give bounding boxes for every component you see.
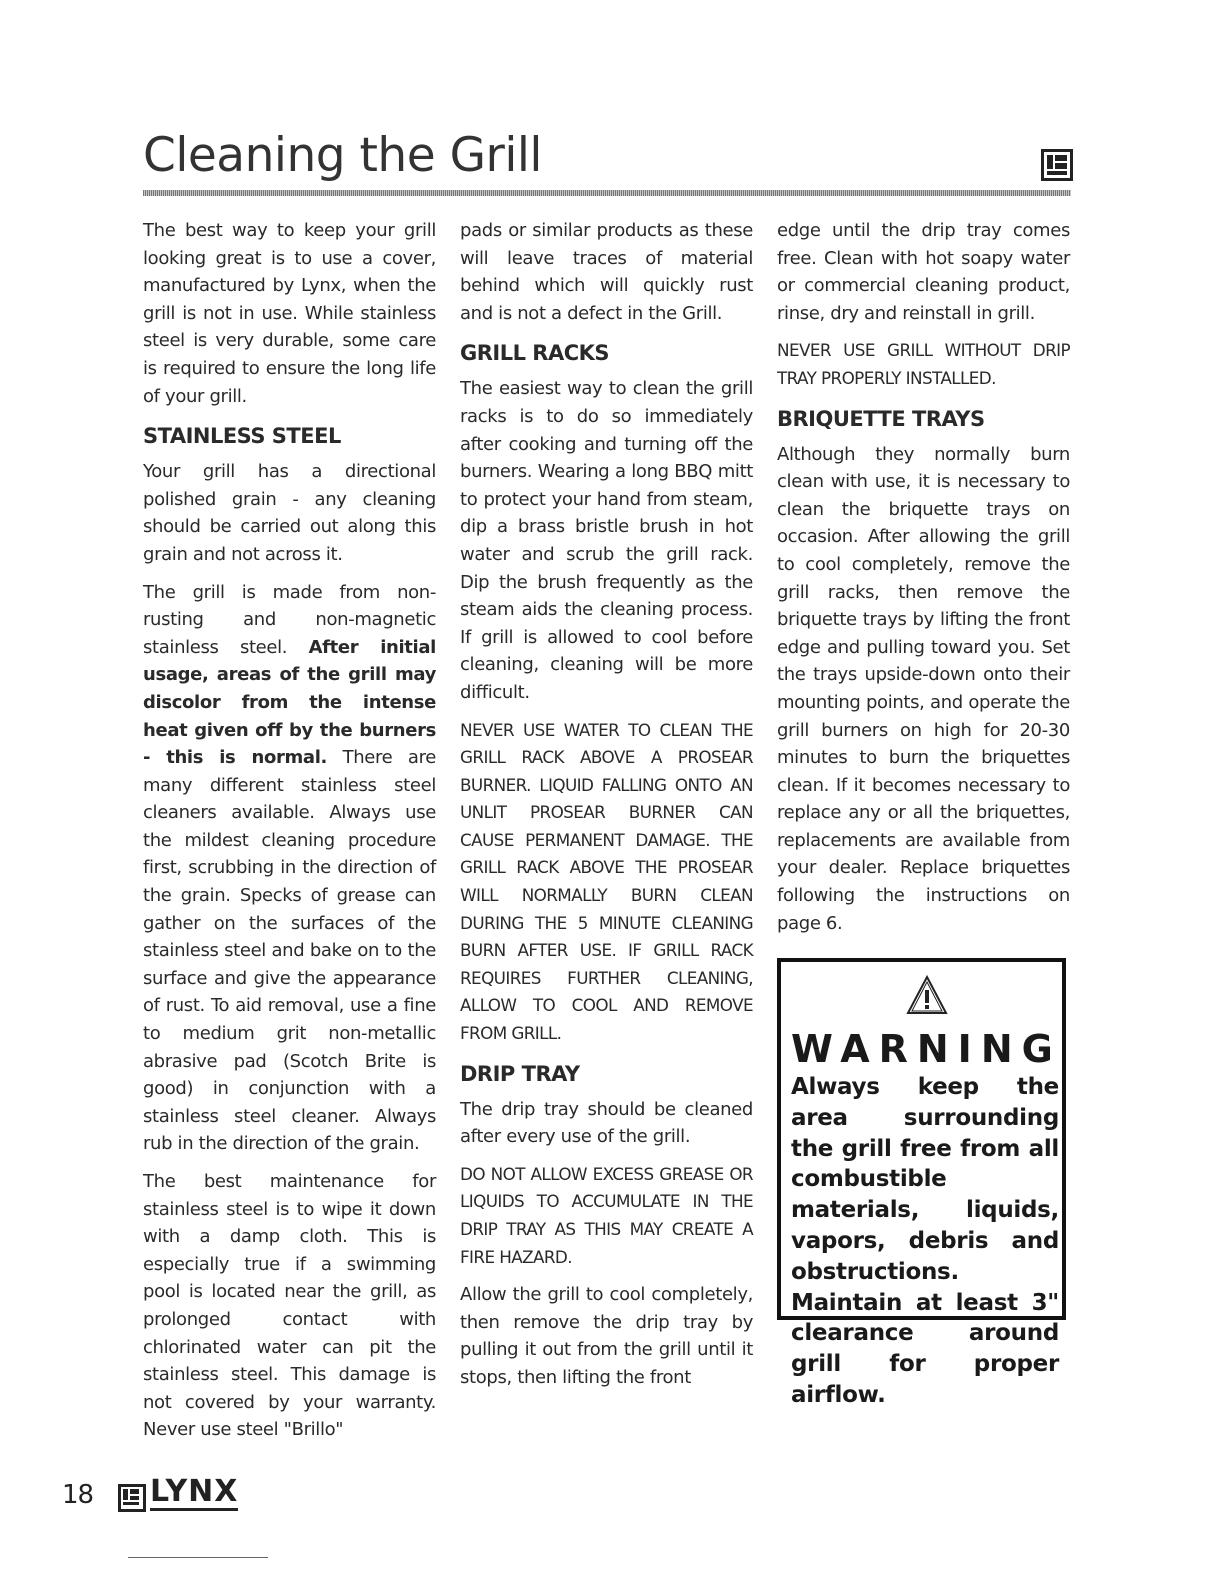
column-2 (460, 217, 753, 1402)
drip-paragraph: The drip tray should be cleaned after every use of the grill. (460, 1098, 753, 1148)
heading-drip-tray: DRIP TRAY (460, 1061, 580, 1086)
footer-logo-icon (118, 1484, 146, 1512)
column-3 (777, 217, 1070, 947)
warning-box (777, 958, 1066, 1408)
page-title: Cleaning the Grill (143, 128, 542, 183)
allow-cool-paragraph: Allow the grill to cool completely, then remove the drip tray by pulling it out from the grill until it stops, then lifting the front (460, 1284, 753, 1388)
lynx-logo-icon (1041, 149, 1073, 181)
heading-stainless-steel: STAINLESS STEEL (143, 424, 341, 449)
briquette-paragraph: Although they normally burn clean with use, it is necessary to clean the briquette trays on occasion. After allowing the grill to cool completely, remove the grill racks, then remove the briquette trays by lifting the front edge and pulling toward you. Set the trays upside-down onto their mounting points, and operate the grill burners on high for 20-30 minutes to burn the briquettes clean. If it becomes necessary to replace any or all the briquettes, replacements are available from your dealer. Replace briquettes following the instructions on page 6. (777, 443, 1070, 934)
grease-caution: DO NOT ALLOW EXCESS GREASE OR LIQUIDS TO ACCUMULATE IN THE DRIP TRAY AS THIS MAY CREATE A FIRE HAZARD. (460, 1163, 753, 1267)
continued-paragraph-2: edge until the drip tray comes free. Clean with hot soapy water or commercial cleaning product, rinse, dry and reinstall in grill. (777, 220, 1070, 324)
warning-text: Always keep the area surrounding the grill free from all combustible materials, liquids, vapors, debris and obstructions. Maintain at least 3" clearance around grill for proper airflow. (791, 1074, 1059, 1408)
intro-paragraph: The best way to keep your grill looking great is to use a cover, manufactured by Lynx, when the grill is not in use. While stainless steel is very durable, some care is required to ensure the long life of your grill. (143, 220, 436, 407)
grain-paragraph: Your grill has a directional polished grain - any cleaning should be carried out along this grain and not across it. (143, 461, 436, 565)
made-from-paragraph (143, 579, 436, 1158)
title-rule (143, 190, 1071, 196)
heading-briquette-trays: BRIQUETTE TRAYS (777, 406, 985, 431)
never-drip-caution: NEVER USE GRILL WITHOUT DRIP TRAY PROPERLY INSTALLED. (777, 340, 1070, 388)
warning-triangle-icon (905, 974, 949, 1016)
maintenance-paragraph: The best maintenance for stainless steel is to wipe it down with a damp cloth. This is especially true if a swimming pool is located near the grill, as prolonged contact with chlorinated water can pit the stainless steel. This damage is not covered by your warranty. Never use steel "Brillo" (143, 1171, 436, 1441)
heading-grill-racks: GRILL RACKS (460, 341, 610, 366)
footer-line (128, 1557, 268, 1558)
page-number: 18 (62, 1480, 94, 1510)
footer-brand: LYNX (150, 1474, 239, 1509)
warning-title: WARNING (791, 1027, 1062, 1071)
continued-paragraph: pads or similar products as these will leave traces of material behind which will quickly rust and is not a defect in the Grill. (460, 220, 753, 324)
column-1 (143, 217, 436, 1454)
racks-paragraph: The easiest way to clean the grill racks is to do so immediately after cooking and turning off the burners. Wearing a long BBQ mitt to protect your hand from steam, dip a brass bristle brush in hot water and scrub the grill rack. Dip the brush frequently as the steam aids the cleaning process. If grill is allowed to cool before cleaning, cleaning will be more difficult. (460, 378, 753, 703)
discolor-note: After initial usage, areas of the grill may discolor from the intense heat given off by the burners - this is normal. (143, 636, 436, 769)
never-water-caution: NEVER USE WATER TO CLEAN THE GRILL RACK ABOVE A PROSEAR BURNER. LIQUID FALLING ONTO AN UNLIT PROSEAR BURNER CAN CAUSE PERMANENT DAMAGE. THE GRILL RACK ABOVE THE PROSEAR WILL NORMALLY BURN CLEAN DURING THE 5 MINUTE CLEANING BURN AFTER USE. IF GRILL RACK REQUIRES FURTHER CLEANING, ALLOW TO COOL AND REMOVE FROM GRILL. (460, 719, 753, 1044)
cleaners-text: There are many different stainless steel cleaners available. Always use the mildest cleaning procedure first, scrubbing in the direction of the grain. Specks of grease can gather on the surfaces of the stainless steel and bake on to the surface and give the appearance of rust. To aid removal, use a fine to medium grit non-metallic abrasive pad (Scotch Brite is good) in conjunction with a stainless steel cleaner. Always rub in the direction of the grain. (143, 747, 436, 1155)
made-from-text: The grill is made from non-rusting and non-magnetic stainless steel. (143, 581, 436, 658)
